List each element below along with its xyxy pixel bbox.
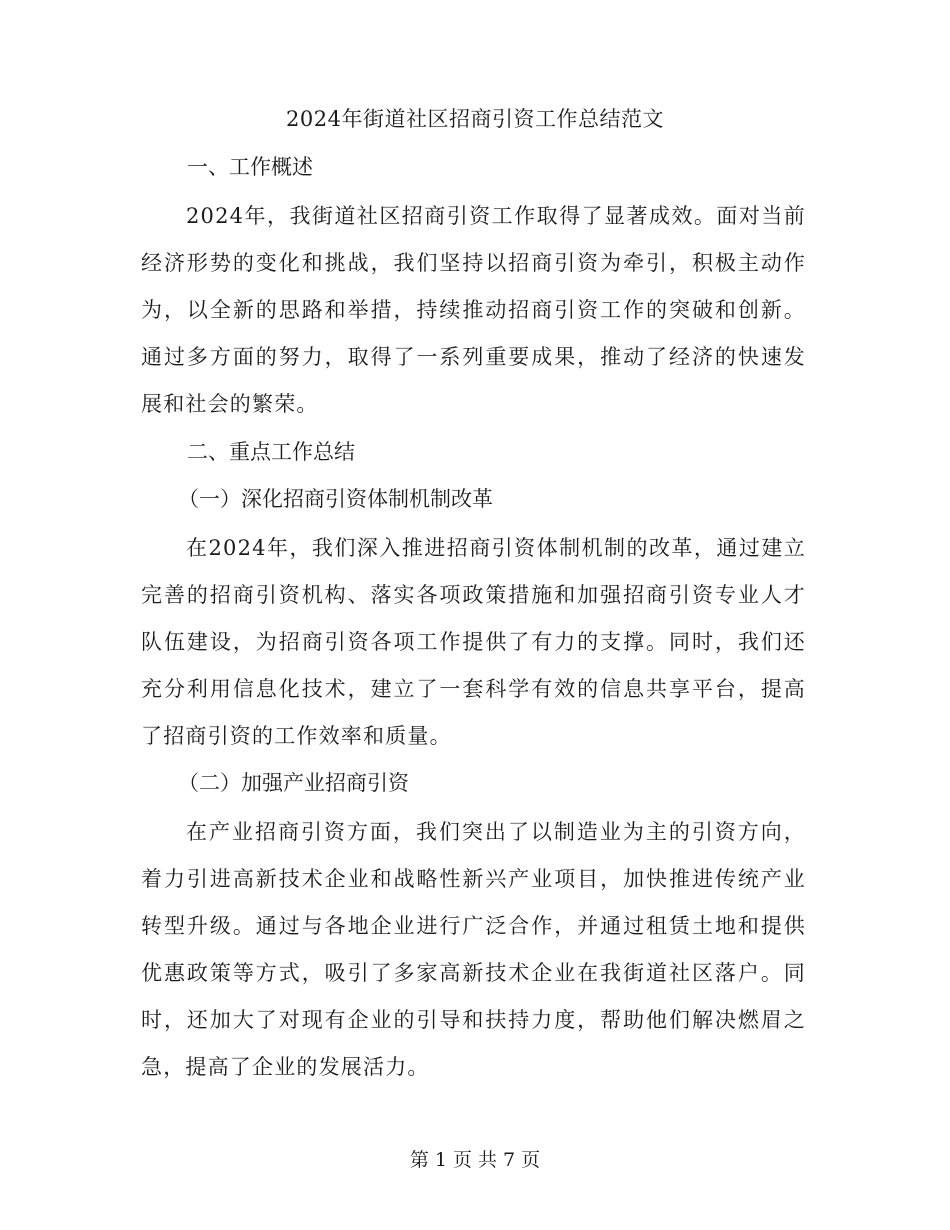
section-heading-key-work: 二、重点工作总结	[187, 440, 355, 464]
document-title: 2024年街道社区招商引资工作总结范文	[286, 107, 664, 131]
section-heading-overview: 一、工作概述	[187, 155, 313, 179]
paragraph-reform: 在2024年，我们深入推进招商引资体制机制的改革，通过建立完善的招商引资机构、落实各项政策措施和加强招商引资专业人才队伍建设，为招商引资各项工作提供了有力的支撑。同时，我们还充分利用信息化技术，建立了一套科学有效的信息共享平台，提高了招商引资的工作效率和质量。	[141, 536, 806, 748]
subsection-heading-reform: （一）深化招商引资体制机制改革	[178, 487, 493, 511]
paragraph-industry: 在产业招商引资方面，我们突出了以制造业为主的引资方向，着力引进高新技术企业和战略性新兴产业项目，加快推进传统产业转型升级。通过与各地企业进行广泛合作，并通过租赁土地和提供优惠政策等方式，吸引了多家高新技术企业在我街道社区落户。同时，还加大了对现有企业的引导和扶持力度，帮助他们解决燃眉之急，提高了企业的发展活力。	[141, 820, 806, 1079]
page-number-footer: 第 1 页 共 7 页	[409, 1149, 541, 1171]
paragraph-overview: 2024年，我街道社区招商引资工作取得了显著成效。面对当前经济形势的变化和挑战，我们坚持以招商引资为牵引，积极主动作为，以全新的思路和举措，持续推动招商引资工作的突破和创新。通过多方面的努力，取得了一系列重要成果，推动了经济的快速发展和社会的繁荣。	[141, 204, 806, 416]
subsection-heading-industry: （二）加强产业招商引资	[178, 771, 409, 795]
